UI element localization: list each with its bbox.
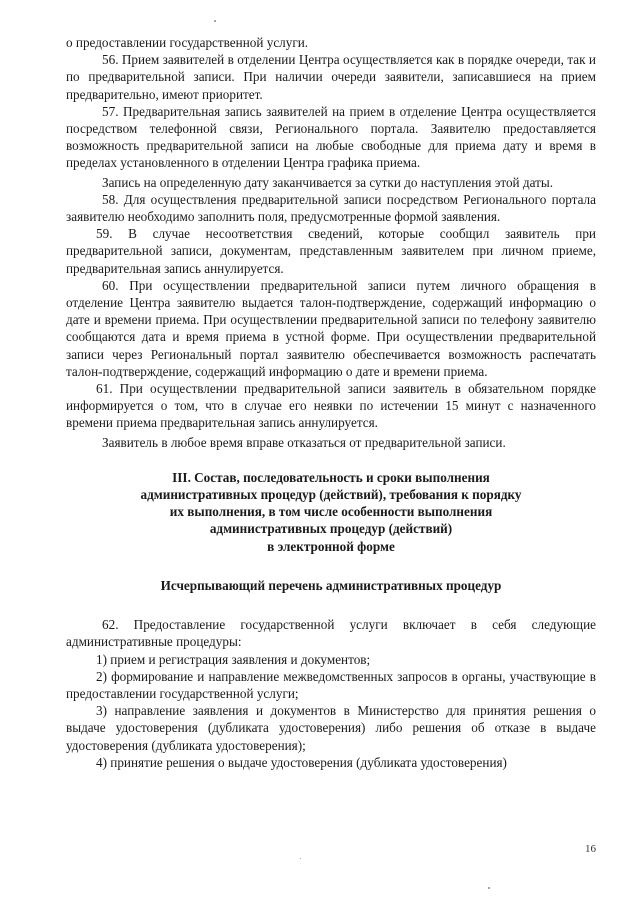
subheading: Исчерпывающий перечень административных процедур [160, 577, 502, 593]
top-fragment: о предоставлении государственной услуги. [66, 35, 309, 50]
paragraph-refusal: Заявитель в любое время вправе отказаться от предварительной записи. [102, 434, 506, 450]
list-item: 4) принятие решения о выдаче удостоверения (дубликата удостоверения) [96, 754, 507, 770]
page-number: 16 [585, 843, 596, 855]
section-heading-line: III. Состав, последовательность и сроки выполнения [172, 469, 490, 485]
section-heading-line: административных процедур (действий), требования к порядку [140, 487, 522, 503]
list-item: 2) формирование и направление межведомственных запросов в органы, участвующие в предоставлении государственной услуги; [66, 668, 596, 701]
section-heading-line: в электронной форме [267, 538, 395, 554]
paragraph-61: 61. При осуществлении предварительной записи заявитель в обязательном порядке информируется о том, что в случае его неявки по истечении 15 минут с назначенного времени приема предварительная запись аннулируется. [66, 381, 596, 431]
list-item: 1) прием и регистрация заявления и документов; [96, 651, 371, 667]
paragraph-59: 59. В случае несоответствия сведений, которые сообщил заявитель при предварительной записи, документам, представленным заявителем при личном приеме, предварительная запись аннулируется. [66, 226, 596, 276]
subheading-block [66, 577, 596, 594]
scan-speck [214, 20, 216, 22]
paragraph-58: 58. Для осуществления предварительной записи посредством Регионального портала заявителю необходимо заполнить поля, предусмотренные формой заявления. [66, 191, 596, 225]
scan-speck [488, 887, 490, 889]
paragraph-60: 60. При осуществлении предварительной записи путем личного обращения в отделение Центра заявителю выдается талон-подтверждение, содержащий информацию о дате и времени приема. При осуществлении предварительной записи по телефону заявителю сообщаются дата и время приема в устной форме. При осуществлении предварительной записи через Региональный портал заявителю обеспечивается возможность распечатать талон-подтверждение, содержащий информацию о дате и времени приема. [66, 277, 596, 379]
section-heading-line: их выполнения, в том числе особенности выполнения [169, 504, 493, 520]
section-heading [66, 469, 596, 555]
section-heading-line: административных процедур (действий) [209, 521, 453, 537]
paragraph-56: 56. Прием заявителей в отделении Центра осуществляется как в порядке очереди, так и по предварительной записи. При наличии очереди заявители, записавшиеся на прием предварительно, имеют приоритет. [66, 52, 596, 102]
document-page [66, 34, 596, 771]
list-item: 3) направление заявления и документов в Министерство для принятия решения о выдаче удостоверения (дубликата удостоверения) либо решения об отказе в выдаче удостоверения (дубликата удостоверения); [66, 703, 596, 753]
paragraph-57: 57. Предварительная запись заявителей на прием в отделение Центра осуществляется посредством телефонной связи, Регионального портала. Заявителю предоставляется возможность предварительной записи на любые свободные для приема дату и время в пределах установленного в отделении Центра графика приема. [66, 103, 596, 171]
paragraph-record-date: Запись на определенную дату заканчивается за сутки до наступления этой даты. [102, 174, 554, 190]
scan-speck [300, 858, 301, 859]
paragraph-62: 62. Предоставление государственной услуги включает в себя следующие административные процедуры: [66, 617, 596, 650]
